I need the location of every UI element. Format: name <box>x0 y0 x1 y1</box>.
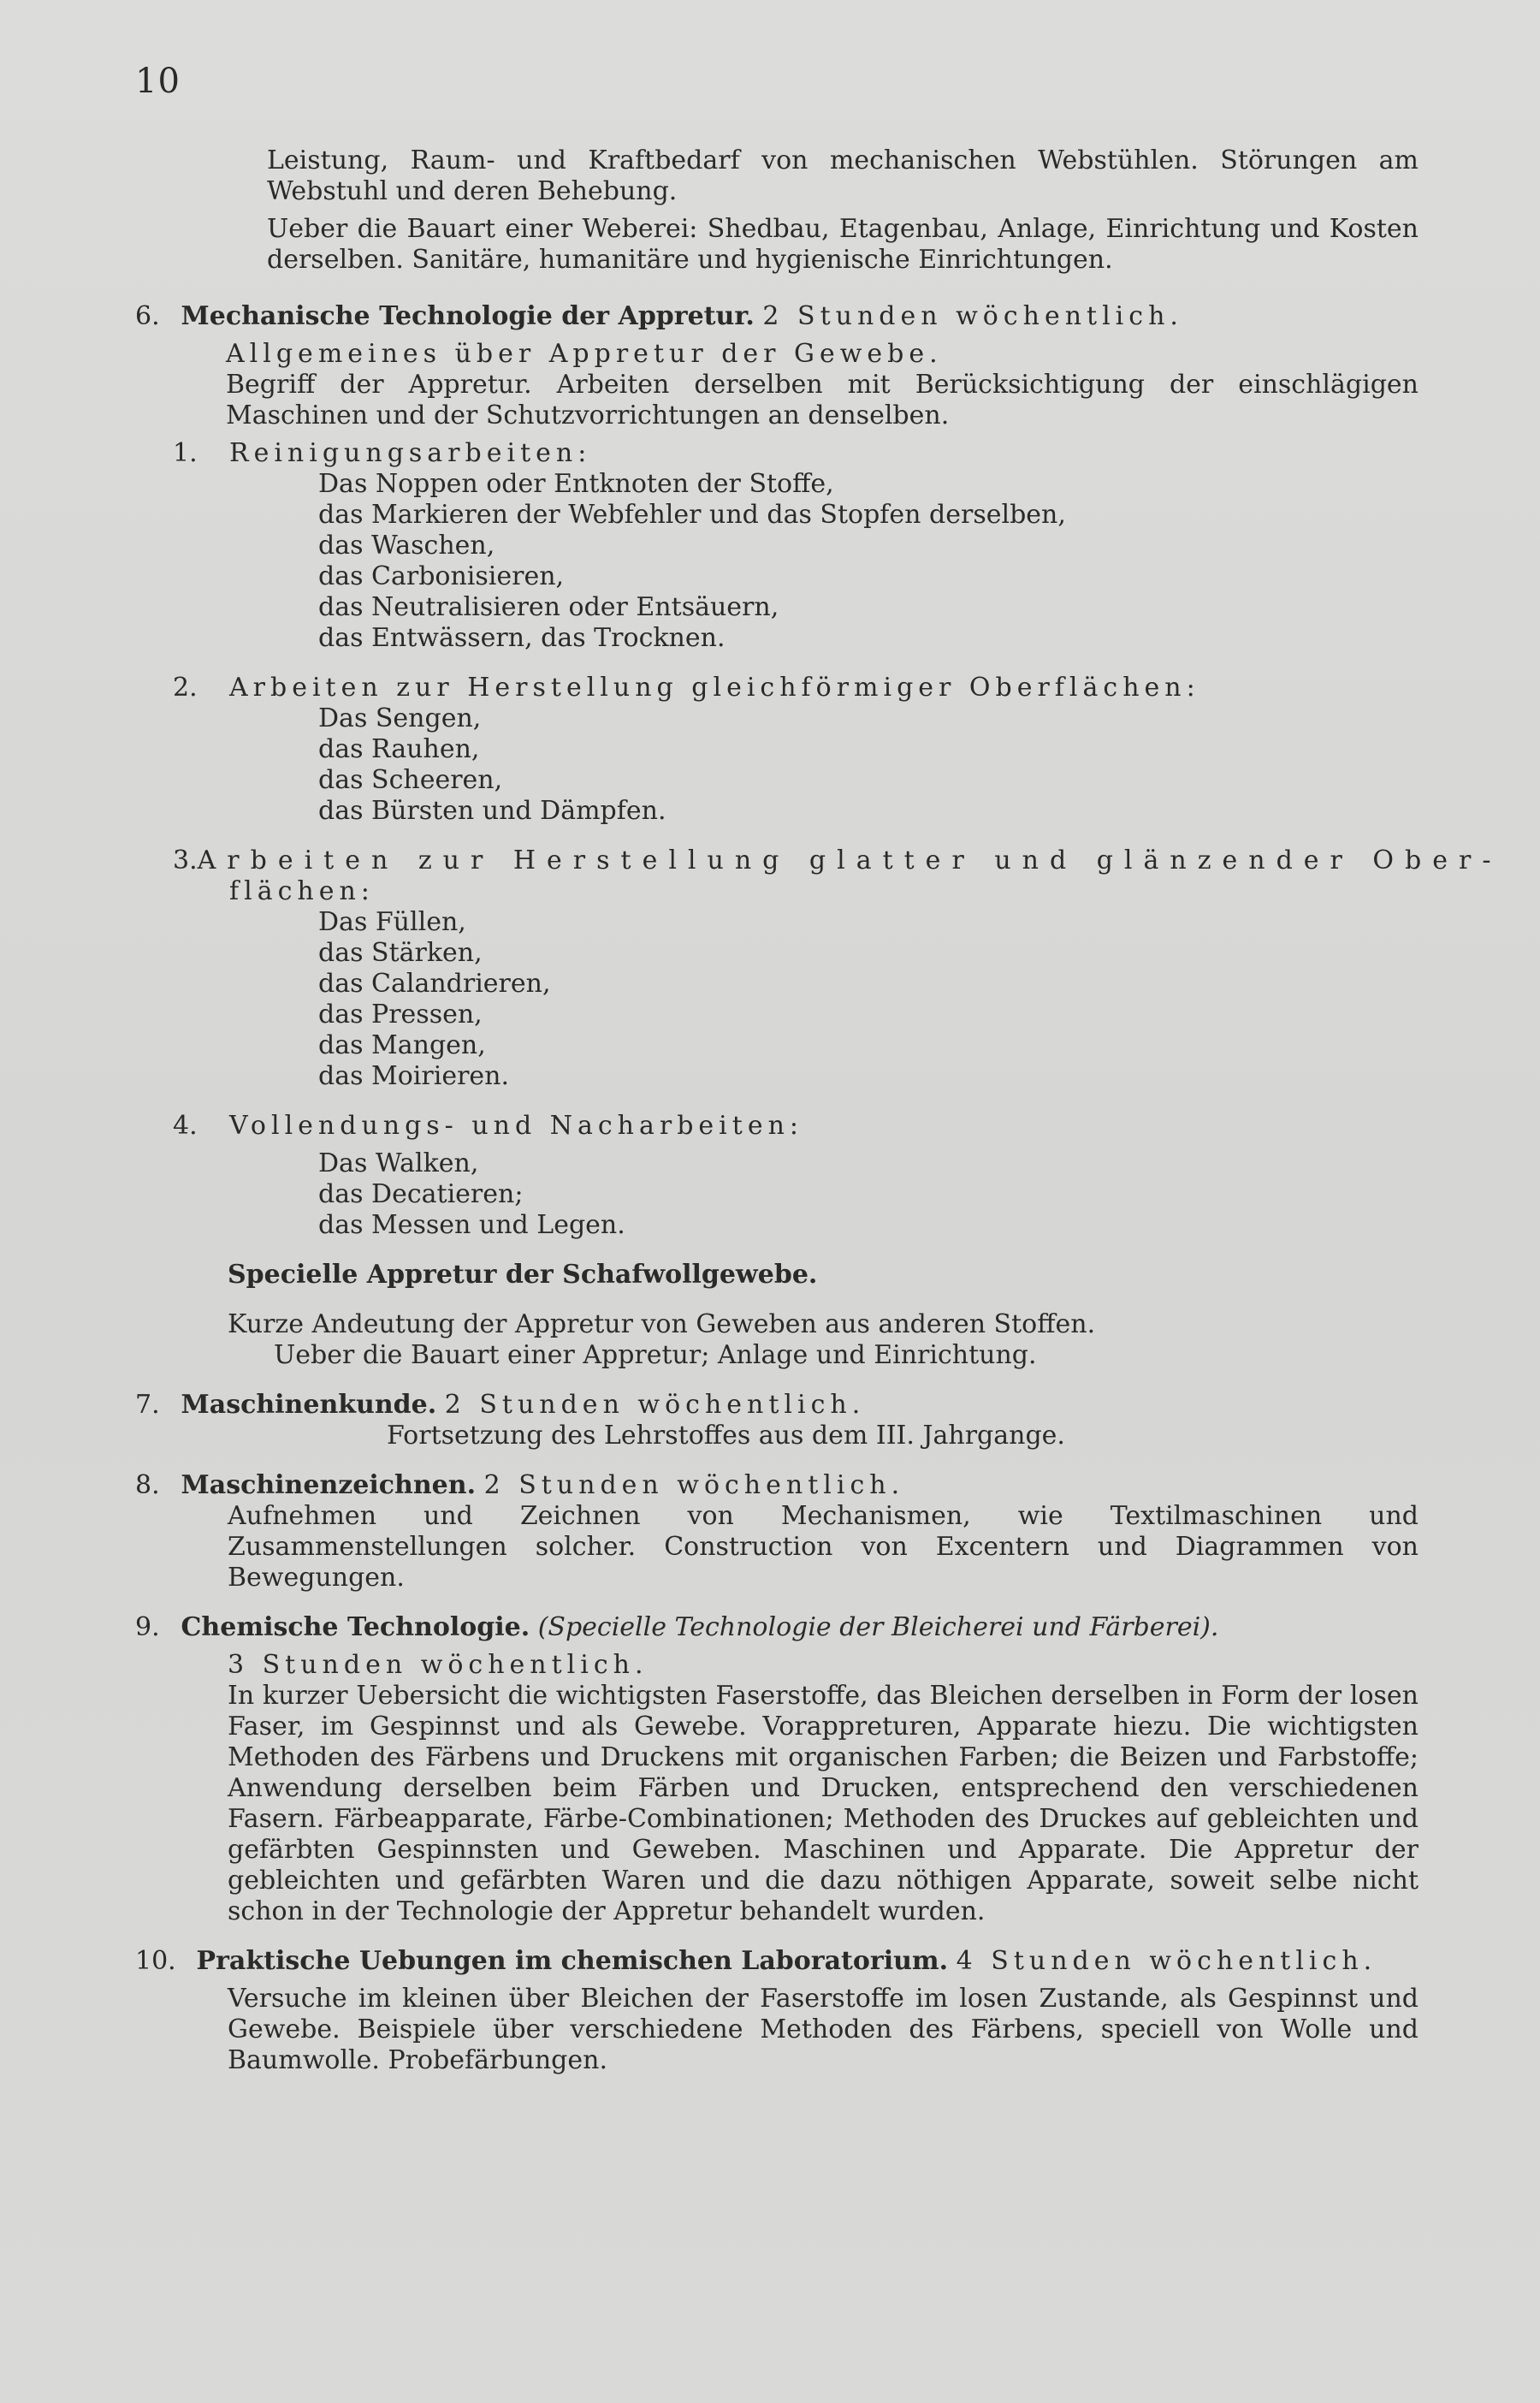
section-7 <box>135 1390 1419 1451</box>
special-title: Specielle Appretur der Schafwollgewebe. <box>228 1260 818 1290</box>
group-3-items <box>135 907 1419 1092</box>
section-10-text: Versuche im kleinen über Bleichen der Faserstoffe im losen Zustande, als Gespinnst und Gewebe. Beispiele über verschiedene Methoden des Färbens, speciell von Wolle und Baumwolle. Probefärbungen. <box>228 1984 1419 2075</box>
section-10-heading <box>135 1946 1419 1977</box>
section-hours: 2 Stunden wöchentlich. <box>762 301 1183 331</box>
section-6 <box>135 301 1502 1371</box>
section-8-heading <box>135 1470 1419 1501</box>
list-item: das Entwässern, das Trocknen. <box>318 623 726 653</box>
group-title: Reinigungsarbeiten: <box>229 438 592 468</box>
list-item: das Messen und Legen. <box>318 1210 625 1240</box>
section-8 <box>135 1470 1419 1593</box>
general-text: Begriff der Appretur. Arbeiten derselben mit Berücksichtigung der einschlägigen Maschinen und der Schutzvorrichtungen an denselben. <box>226 370 1419 430</box>
list-item: das Stärken, <box>318 938 483 968</box>
section-number: 9. <box>135 1612 160 1642</box>
special-text-2: Ueber die Bauart einer Appretur; Anlage und Einrichtung. <box>274 1340 1037 1370</box>
section-hours: 4 Stunden wöchentlich. <box>956 1946 1377 1976</box>
group-1-heading <box>135 438 1419 469</box>
group-number: 1. <box>173 438 198 468</box>
general-title: Allgemeines über Appretur der Gewebe. <box>226 339 943 369</box>
list-item: das Decatieren; <box>318 1179 524 1209</box>
group-number: 2. <box>173 673 198 703</box>
section-title: Maschinenkunde. <box>181 1390 437 1420</box>
list-item: das Moirieren. <box>318 1061 510 1091</box>
group-2-items <box>135 703 1419 827</box>
group-3-heading <box>135 846 1502 907</box>
section-10 <box>135 1946 1419 2076</box>
section-title: Chemische Technologie. <box>181 1612 530 1642</box>
list-item: das Markieren der Webfehler und das Stopfen derselben, <box>318 500 1066 530</box>
section-8-text: Aufnehmen und Zeichnen von Mechanismen, wie Textilmaschinen und Zusammenstellungen solcher. Construction von Excentern und Diagrammen von Bewegungen. <box>228 1501 1419 1593</box>
list-item: das Rauhen, <box>318 734 480 764</box>
section-number: 10. <box>135 1946 176 1976</box>
group-4-heading <box>135 1111 1419 1142</box>
group-title-line-1: Arbeiten zur Herstellung glatter und glänzender Ober- <box>197 846 1502 875</box>
page-number: 10 <box>135 62 181 101</box>
intro-paragraph-2: Ueber die Bauart einer Weberei: Shedbau, Etagenbau, Anlage, Einrichtung und Kosten derselben. Sanitäre, humanitäre und hygienische Einrichtungen. <box>267 214 1419 275</box>
section-number: 6. <box>135 301 160 331</box>
group-title: Vollendungs- und Nacharbeiten: <box>229 1111 804 1141</box>
list-item: Das Walken, <box>318 1148 479 1178</box>
list-item: Das Sengen, <box>318 703 482 733</box>
intro-paragraph-1: Leistung, Raum- und Kraftbedarf von mechanischen Webstühlen. Störungen am Webstuhl und deren Behebung. <box>267 145 1419 206</box>
section-hours: 3 Stunden wöchentlich. <box>228 1650 649 1680</box>
page-body <box>135 145 1502 2076</box>
section-title: Praktische Uebungen im chemischen Laboratorium. <box>196 1946 949 1976</box>
section-7-text: Fortsetzung des Lehrstoffes aus dem III. Jahrgange. <box>387 1421 1065 1451</box>
section-9-text: In kurzer Uebersicht die wichtigsten Faserstoffe, das Bleichen derselben in Form der losen Faser, im Gespinnst und als Gewebe. Vorappreturen, Apparate hiezu. Die wichtigsten Methoden des Färbens und Druckens mit organischen Farben; die Beizen und Farbstoffe; Anwendung derselben beim Färben und Drucken, entsprechend den verschiedenen Fasern. Färbeapparate, Färbe-Combinationen; Methoden des Druckes auf gebleichten und gefärbten Gespinnsten und Geweben. Maschinen und Apparate. Die Appretur der gebleichten und gefärbten Waren und die dazu nöthigen Apparate, soweit selbe nicht schon in der Technologie der Appretur behandelt wurden. <box>228 1681 1419 1926</box>
section-hours: 2 Stunden wöchentlich. <box>444 1390 866 1420</box>
section-7-heading <box>135 1390 1419 1421</box>
group-4-items <box>135 1148 1419 1241</box>
group-2-heading <box>135 673 1419 703</box>
section-9-heading <box>135 1612 1419 1643</box>
list-item: das Scheeren, <box>318 765 503 795</box>
section-title: Maschinenzeichnen. <box>181 1470 477 1500</box>
section-number: 8. <box>135 1470 160 1500</box>
section-number: 7. <box>135 1390 160 1420</box>
group-title: Arbeiten zur Herstellung gleichförmiger Oberflächen: <box>229 673 1200 703</box>
list-item: das Mangen, <box>318 1030 486 1060</box>
special-text-1: Kurze Andeutung der Appretur von Geweben aus anderen Stoffen. <box>228 1309 1096 1339</box>
group-title-line-2: flächen: <box>229 876 375 906</box>
section-9 <box>135 1612 1419 1927</box>
list-item: das Waschen, <box>318 531 495 561</box>
group-1-items <box>135 469 1419 654</box>
section-subtitle: (Specielle Technologie der Bleicherei und Färberei). <box>537 1612 1219 1642</box>
section-6-heading <box>135 301 1419 332</box>
list-item: das Bürsten und Dämpfen. <box>318 796 666 826</box>
list-item: Das Noppen oder Entknoten der Stoffe, <box>318 469 834 499</box>
list-item: Das Füllen, <box>318 907 466 937</box>
section-title: Mechanische Technologie der Appretur. <box>181 301 755 331</box>
list-item: das Neutralisieren oder Entsäuern, <box>318 592 779 622</box>
group-number: 4. <box>173 1111 198 1141</box>
group-number: 3. <box>173 846 198 875</box>
list-item: das Pressen, <box>318 1000 483 1029</box>
section-hours: 2 Stunden wöchentlich. <box>483 1470 905 1500</box>
list-item: das Carbonisieren, <box>318 561 565 591</box>
list-item: das Calandrieren, <box>318 969 551 999</box>
